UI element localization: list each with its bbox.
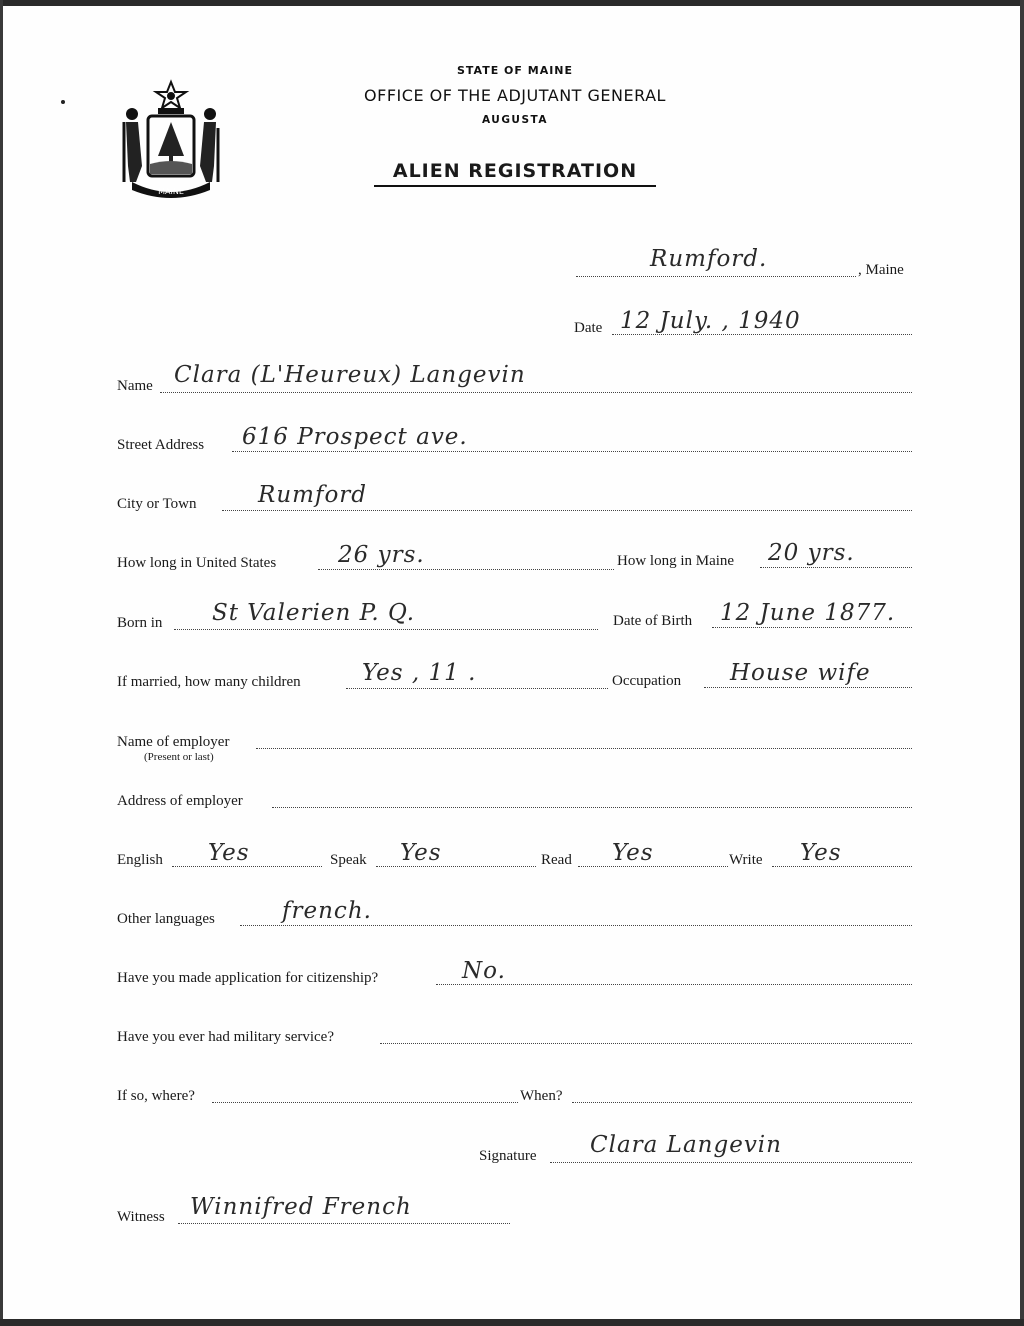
occupation-label: Occupation	[612, 673, 682, 689]
speak-label: Speak	[330, 852, 367, 868]
employer-name-label: Name of employer	[117, 734, 230, 750]
street-line	[232, 451, 912, 452]
english-line	[172, 866, 322, 867]
header-office: OFFICE OF THE ADJUTANT GENERAL	[364, 86, 666, 105]
location-line	[576, 276, 856, 277]
city-label: City or Town	[117, 496, 197, 512]
form-title: ALIEN REGISTRATION	[374, 160, 656, 187]
other-languages-label: Other languages	[117, 911, 215, 927]
how-long-us-line	[318, 569, 614, 570]
how-long-maine-label: How long in Maine	[617, 553, 735, 569]
street-label: Street Address	[117, 437, 205, 453]
citizenship-value: No.	[462, 958, 506, 984]
witness-line	[178, 1223, 510, 1224]
citizenship-label: Have you made application for citizenship?	[117, 970, 379, 986]
date-of-birth-value: 12 June 1877.	[720, 600, 896, 626]
english-value: Yes	[208, 840, 250, 866]
name-line	[160, 392, 912, 393]
occupation-line	[704, 687, 912, 688]
date-of-birth-line	[712, 627, 912, 628]
date-label: Date	[574, 320, 603, 336]
city-line	[222, 510, 912, 511]
when-label: When?	[520, 1088, 563, 1104]
read-value: Yes	[612, 840, 654, 866]
where-label: If so, where?	[117, 1088, 195, 1104]
how-long-us-label: How long in United States	[117, 555, 277, 571]
speak-value: Yes	[400, 840, 442, 866]
signature-line	[550, 1162, 912, 1163]
date-value: 12 July. , 1940	[620, 308, 801, 334]
military-line	[380, 1043, 912, 1044]
citizenship-line	[436, 984, 912, 985]
header-state: STATE OF MAINE	[456, 64, 574, 77]
state-of-maine-seal-icon	[118, 78, 224, 202]
speak-line	[376, 866, 536, 867]
scan-speck	[61, 100, 65, 104]
name-label: Name	[117, 378, 153, 394]
employer-address-line	[272, 807, 912, 808]
date-of-birth-label: Date of Birth	[613, 613, 693, 629]
name-value: Clara (L'Heureux) Langevin	[174, 362, 526, 388]
city-value: Rumford	[258, 482, 368, 508]
write-label: Write	[729, 852, 763, 868]
witness-value: Winnifred French	[190, 1194, 412, 1220]
how-long-us-value: 26 yrs.	[338, 542, 425, 568]
children-label: If married, how many children	[117, 674, 301, 690]
scan-edge-right	[1020, 0, 1024, 1326]
occupation-value: House wife	[730, 660, 871, 686]
english-label: English	[117, 852, 163, 868]
children-line	[346, 688, 608, 689]
header-city: AUGUSTA	[481, 114, 548, 126]
children-value: Yes , 11 .	[362, 660, 477, 686]
born-in-label: Born in	[117, 615, 163, 631]
seal-motto: MAINE	[158, 187, 184, 196]
employer-name-sublabel: (Present or last)	[144, 751, 214, 763]
location-suffix: , Maine	[858, 262, 904, 278]
witness-label: Witness	[117, 1209, 165, 1225]
employer-address-label: Address of employer	[117, 793, 243, 809]
military-label: Have you ever had military service?	[117, 1029, 334, 1045]
signature-label: Signature	[479, 1148, 537, 1164]
read-label: Read	[541, 852, 572, 868]
scan-edge-left	[0, 0, 3, 1326]
date-line	[612, 334, 912, 335]
where-line	[212, 1102, 518, 1103]
employer-name-line	[256, 748, 912, 749]
how-long-maine-value: 20 yrs.	[768, 540, 855, 566]
other-languages-line	[240, 925, 912, 926]
when-line	[572, 1102, 912, 1103]
how-long-maine-line	[760, 567, 912, 568]
born-in-value: St Valerien P. Q.	[212, 600, 416, 626]
street-value: 616 Prospect ave.	[242, 424, 468, 450]
write-value: Yes	[800, 840, 842, 866]
location-value: Rumford.	[650, 246, 768, 272]
signature-value: Clara Langevin	[590, 1132, 782, 1158]
read-line	[578, 866, 728, 867]
other-languages-value: french.	[282, 898, 372, 924]
born-in-line	[174, 629, 598, 630]
write-line	[772, 866, 912, 867]
